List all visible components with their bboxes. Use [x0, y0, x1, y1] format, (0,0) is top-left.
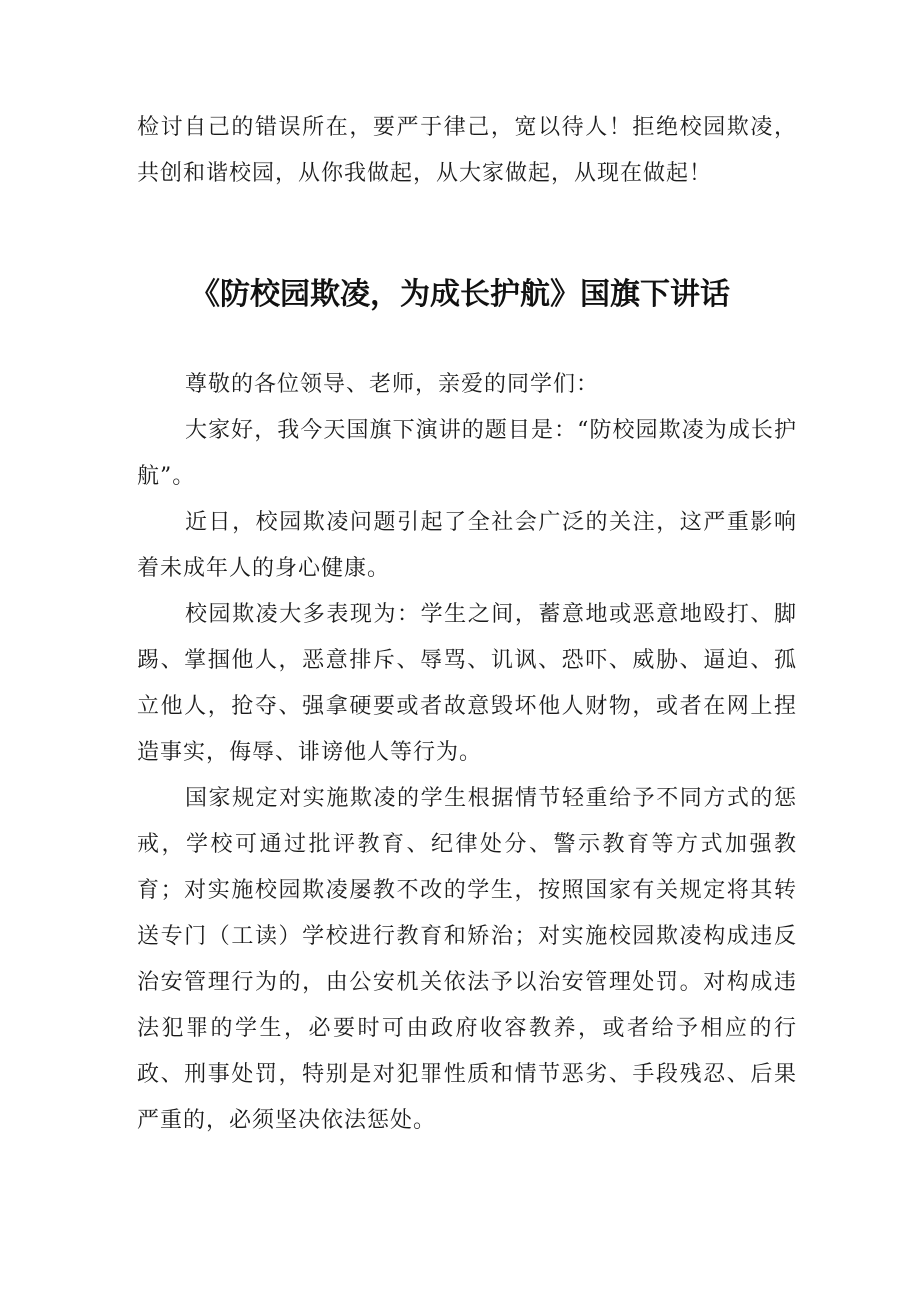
salutation-paragraph: 尊敬的各位领导、老师，亲爱的同学们：	[185, 372, 600, 397]
intro-paragraph: 检讨自己的错误所在，要严于律己，宽以待人！拒绝校园欺凌，共创和谐校园，从你我做起，从大家做起，从现在做起！	[137, 115, 797, 186]
speech-title: 《防校园欺凌，为成长护航》国旗下讲话	[190, 277, 730, 312]
context-paragraph: 近日，校园欺凌问题引起了全社会广泛的关注，这严重影响着未成年人的身心健康。	[137, 510, 797, 581]
speech-body	[137, 362, 797, 1144]
definition-paragraph: 校园欺凌大多表现为：学生之间，蓄意地或恶意地殴打、脚踢、掌掴他人，恶意排斥、辱骂、讥讽、恐吓、威胁、逼迫、孤立他人，抢夺、强拿硬要或者故意毁坏他人财物，或者在网上捏造事实，侮辱、诽谤他人等行为。	[137, 602, 797, 765]
regulation-paragraph: 国家规定对实施欺凌的学生根据情节轻重给予不同方式的惩戒，学校可通过批评教育、纪律处分、警示教育等方式加强教育；对实施校园欺凌屡教不改的学生，按照国家有关规定将其转送专门（工读）学校进行教育和矫治；对实施校园欺凌构成违反治安管理行为的，由公安机关依法予以治安管理处罚。对构成违法犯罪的学生，必要时可由政府收容教养，或者给予相应的行政、刑事处罚，特别是对犯罪性质和情节恶劣、手段残忍、后果严重的，必须坚决依法惩处。	[137, 786, 797, 1133]
intro-text-block	[137, 105, 797, 197]
greeting-paragraph: 大家好，我今天国旗下演讲的题目是：“防校园欺凌为成长护航”。	[137, 418, 797, 489]
